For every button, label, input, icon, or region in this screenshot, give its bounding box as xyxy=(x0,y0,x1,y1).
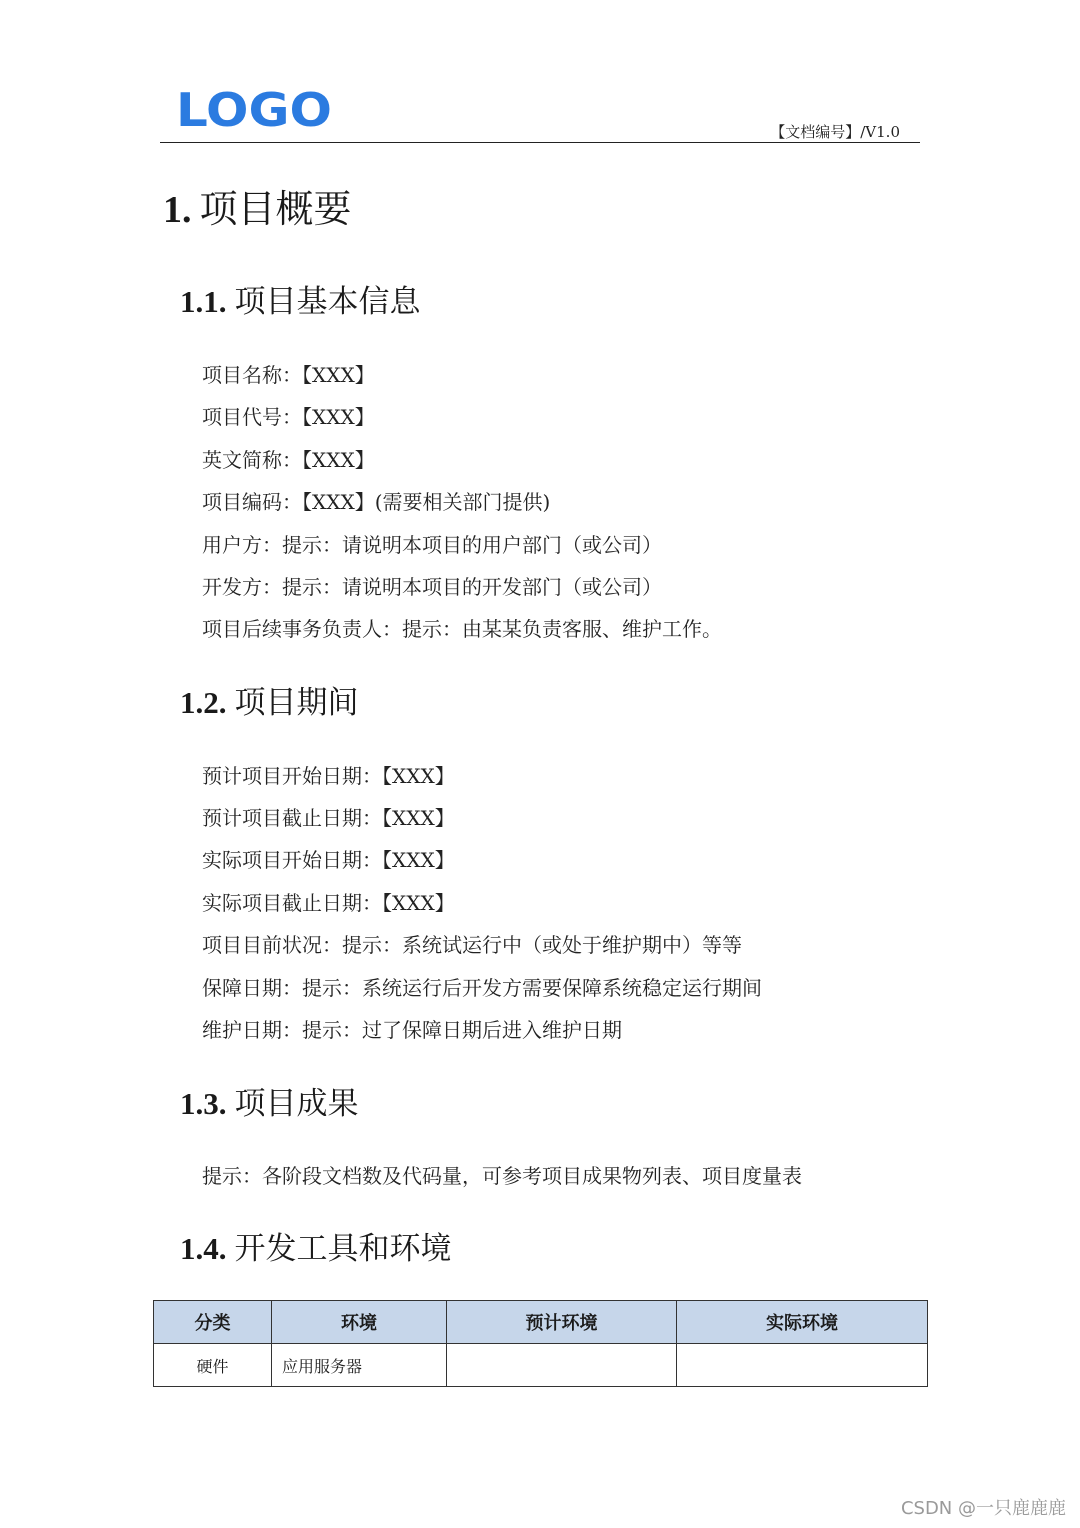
planned-start-line: 预计项目开始日期：【XXX】 xyxy=(202,764,455,788)
results-hint-line: 提示：各阶段文档数及代码量，可参考项目成果物列表、项目度量表 xyxy=(202,1164,802,1188)
section-number: 1.3. xyxy=(180,1086,227,1121)
section-1-4-heading xyxy=(180,1229,452,1269)
planned-end-line: 预计项目截止日期：【XXX】 xyxy=(202,806,455,830)
section-title: 项目概要 xyxy=(199,187,352,231)
header-actual-environment: 实际环境 xyxy=(677,1301,928,1344)
logo xyxy=(176,84,336,132)
document-number: 【文档编号】/V1.0 xyxy=(770,123,900,141)
section-title: 项目成果 xyxy=(234,1086,359,1122)
project-number-line: 项目编码：【XXX】(需要相关部门提供) xyxy=(202,490,551,514)
table-header-row xyxy=(154,1301,928,1344)
section-1-3-heading xyxy=(180,1084,359,1124)
header-divider xyxy=(160,142,920,143)
section-number: 1. xyxy=(163,189,192,231)
source-watermark: CSDN @一只鹿鹿鹿 xyxy=(900,1498,1066,1519)
logo-text: LOGO xyxy=(176,84,332,132)
section-1-heading xyxy=(163,184,352,235)
table-row xyxy=(154,1344,928,1387)
user-party-line: 用户方：提示：请说明本项目的用户部门（或公司） xyxy=(202,533,662,557)
developer-party-line: 开发方：提示：请说明本项目的开发部门（或公司） xyxy=(202,575,662,599)
cell-environment: 应用服务器 xyxy=(272,1344,447,1387)
section-number: 1.2. xyxy=(180,685,227,720)
project-code-line: 项目代号：【XXX】 xyxy=(202,405,375,429)
actual-start-line: 实际项目开始日期：【XXX】 xyxy=(202,848,455,872)
environment-table xyxy=(153,1300,928,1387)
english-abbr-line: 英文简称：【XXX】 xyxy=(202,448,375,472)
section-number: 1.4. xyxy=(180,1231,227,1266)
actual-end-line: 实际项目截止日期：【XXX】 xyxy=(202,891,455,915)
section-number: 1.1. xyxy=(180,284,227,319)
header-category: 分类 xyxy=(154,1301,272,1344)
header-environment: 环境 xyxy=(272,1301,447,1344)
section-1-2-heading xyxy=(180,683,359,723)
follow-up-owner-line: 项目后续事务负责人：提示：由某某负责客服、维护工作。 xyxy=(202,617,722,641)
section-title: 项目期间 xyxy=(234,685,359,721)
header-planned-environment: 预计环境 xyxy=(447,1301,677,1344)
section-title: 项目基本信息 xyxy=(234,284,421,320)
warranty-date-line: 保障日期：提示：系统运行后开发方需要保障系统稳定运行期间 xyxy=(202,976,762,1000)
maintenance-date-line: 维护日期：提示：过了保障日期后进入维护日期 xyxy=(202,1018,622,1042)
cell-planned-environment xyxy=(447,1344,677,1387)
section-1-1-heading xyxy=(180,282,421,322)
current-status-line: 项目目前状况：提示：系统试运行中（或处于维护期中）等等 xyxy=(202,933,742,957)
project-name-line: 项目名称：【XXX】 xyxy=(202,363,375,387)
section-title: 开发工具和环境 xyxy=(234,1231,452,1267)
cell-actual-environment xyxy=(677,1344,928,1387)
cell-category: 硬件 xyxy=(154,1344,272,1387)
